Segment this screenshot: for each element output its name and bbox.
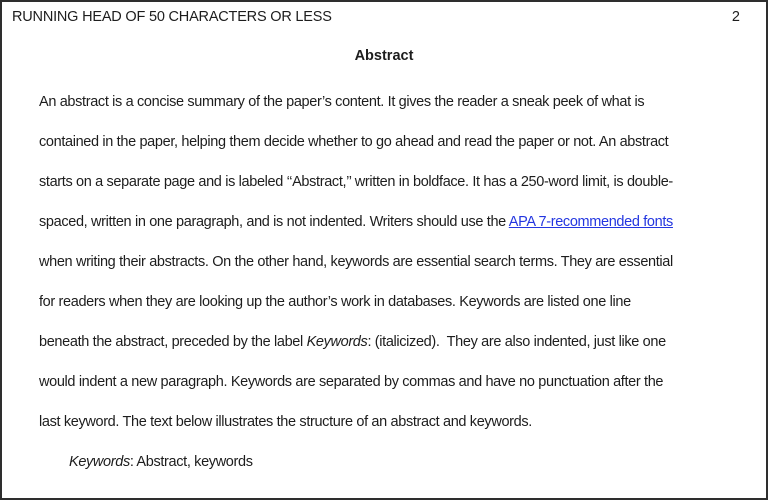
body-text-segment: starts on a separate page and is labeled ‘‘Abstract,’’ written in boldface. It has a 250-word limit, is double- (39, 174, 673, 190)
body-text-segment: An abstract is a concise summary of the paper’s content. It gives the reader a sneak peek of what is (39, 94, 645, 110)
body-line (39, 82, 746, 122)
body-text-segment: contained in the paper, helping them decide whether to go ahead and read the paper or not. An abstract (39, 134, 669, 150)
abstract-heading: Abstract (354, 48, 414, 64)
body-line (39, 402, 746, 442)
keywords-label-inline: Keywords (306, 334, 368, 350)
body-line (39, 162, 746, 202)
abstract-body (39, 82, 746, 482)
body-text-segment: last keyword. The text below illustrates the structure of an abstract and keywords. (39, 414, 532, 430)
body-text-segment: beneath the abstract, preceded by the label (39, 334, 307, 350)
apa-fonts-link[interactable]: APA 7-recommended fonts (508, 214, 673, 230)
keywords-line (39, 442, 746, 482)
body-text-segment: would indent a new paragraph. Keywords are separated by commas and have no punctuation after the (39, 374, 664, 390)
body-line (39, 362, 746, 402)
body-text-segment: spaced, written in one paragraph, and is not indented. Writers should use the (39, 214, 509, 230)
body-text-segment: when writing their abstracts. On the other hand, keywords are essential search terms. They are essential (39, 254, 673, 270)
body-line (39, 122, 746, 162)
body-line (39, 202, 746, 242)
keywords-values: : Abstract, keywords (129, 454, 253, 470)
body-text-segment: for readers when they are looking up the author’s work in databases. Keywords are listed one line (39, 294, 631, 310)
body-text-segment: : (italicized). They are also indented, just like one (367, 334, 666, 350)
body-line (39, 322, 746, 362)
keywords-label: Keywords (69, 454, 130, 470)
body-line (39, 242, 746, 282)
page-number: 2 (731, 9, 740, 25)
running-head: RUNNING HEAD OF 50 CHARACTERS OR LESS (12, 9, 332, 25)
body-line (39, 282, 746, 322)
